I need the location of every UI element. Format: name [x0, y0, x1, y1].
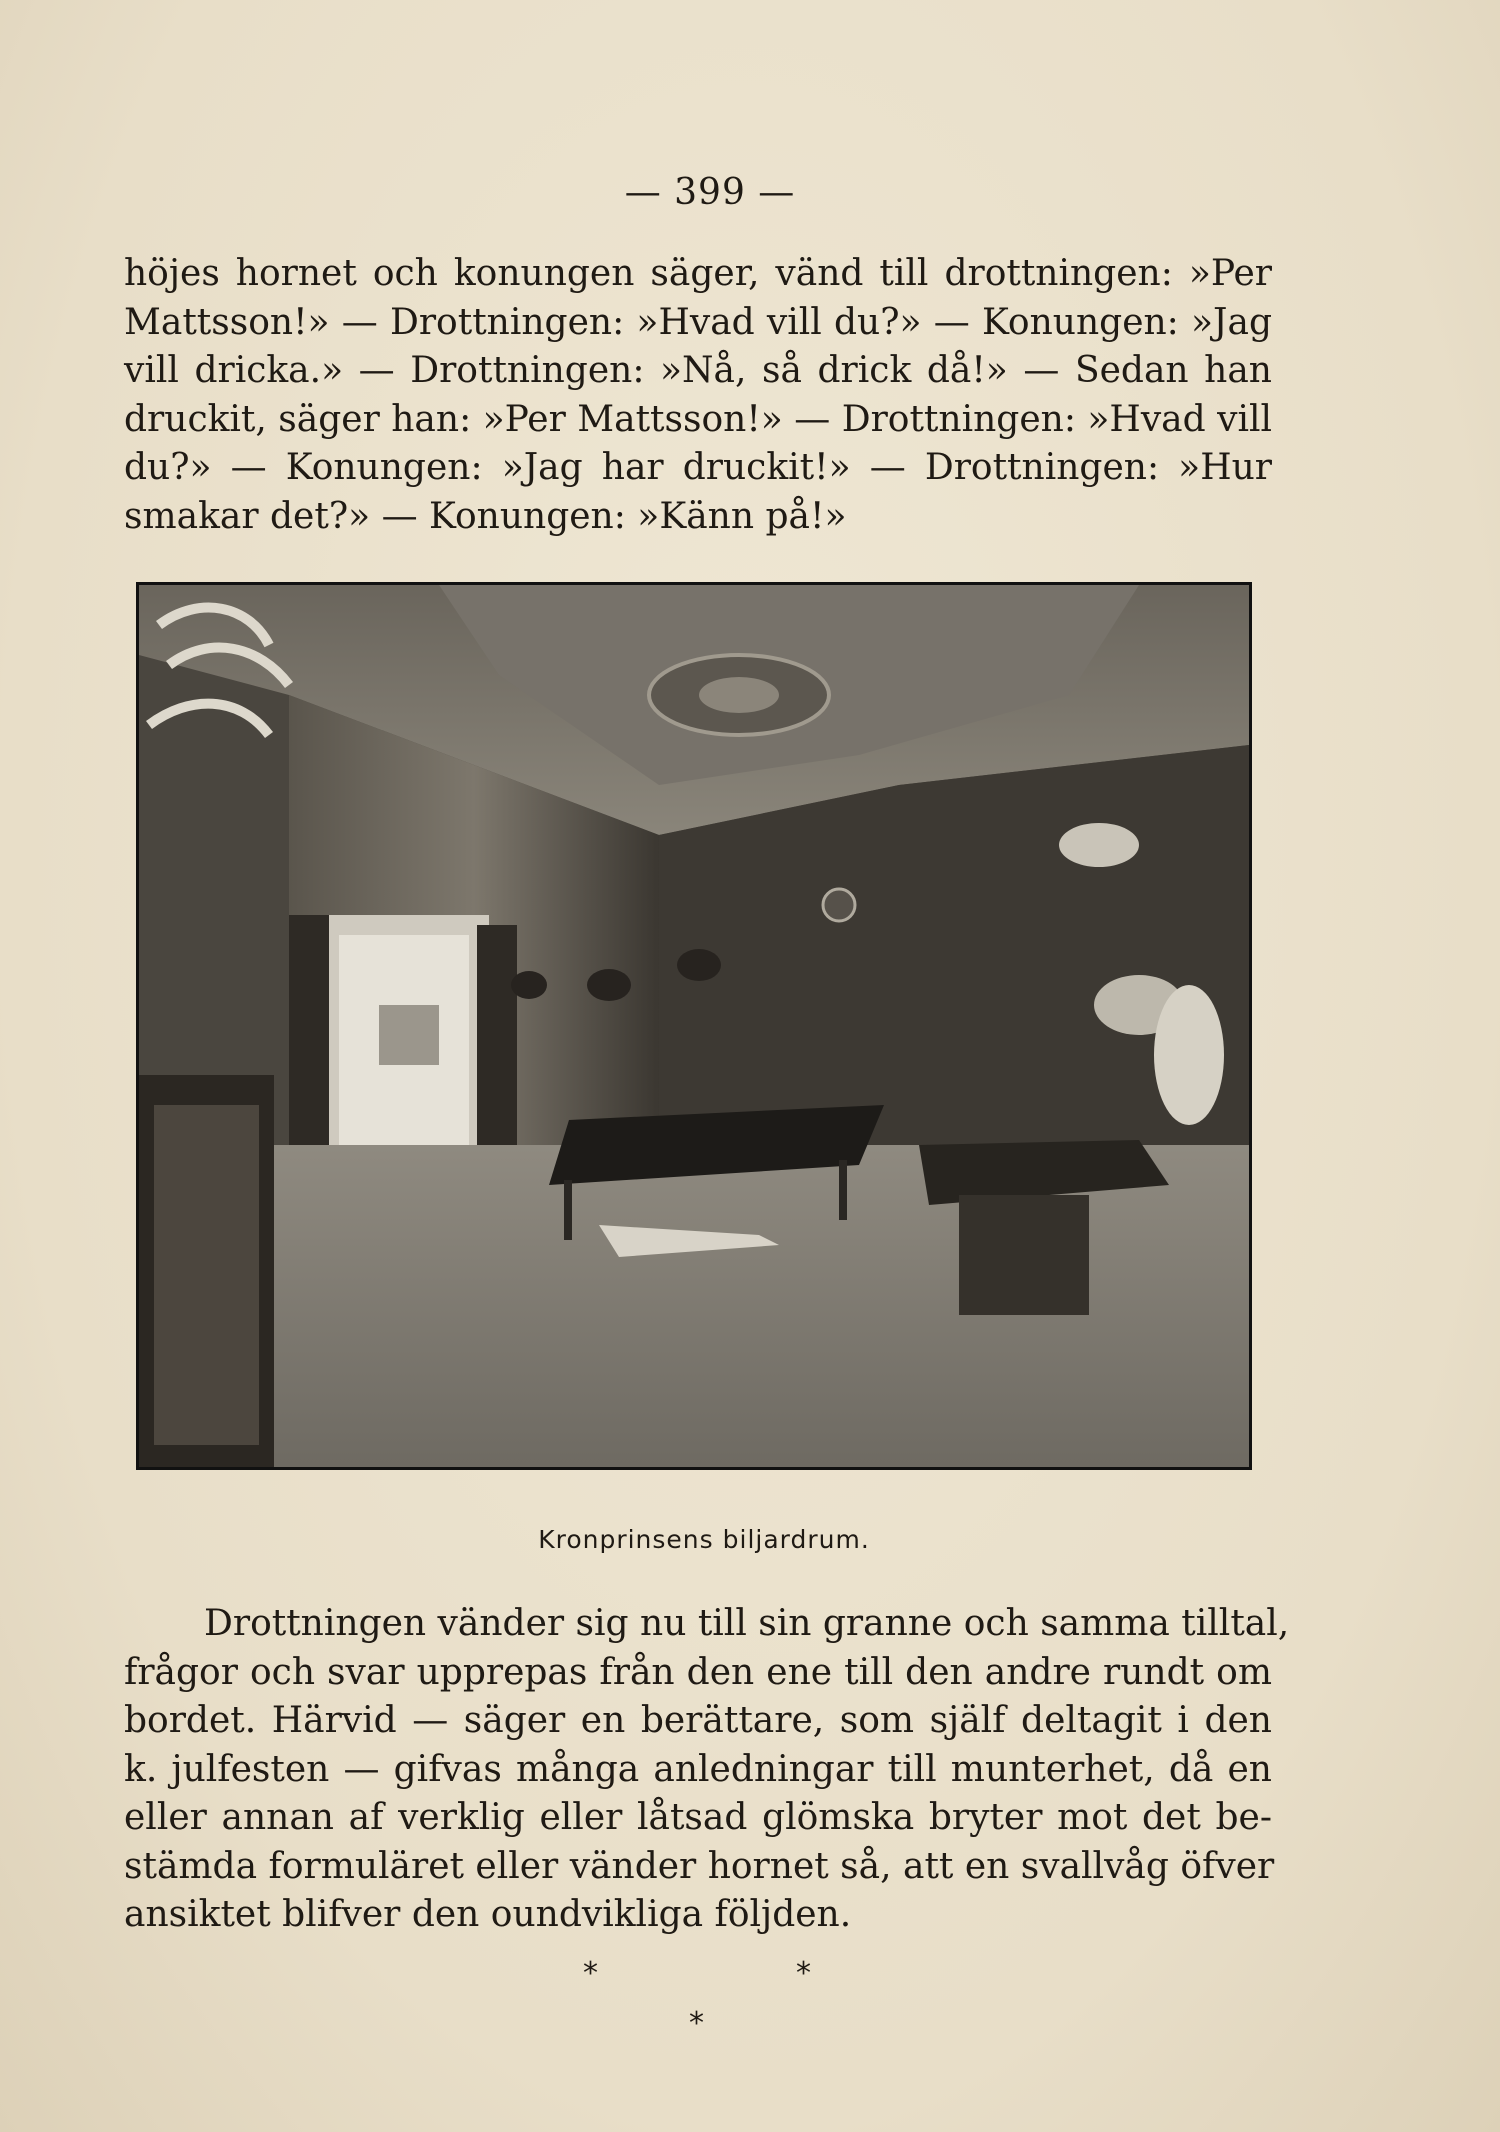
text-line: Mattsson!» — Drottningen: »Hvad vill du?» — Konungen: »Jag	[124, 301, 1272, 343]
text-line: höjes hornet och konungen säger, vänd till drottningen: »Per	[124, 253, 1272, 294]
section-break-star: *	[689, 2006, 704, 2041]
text-line: Drottningen vänder sig nu till sin granne och samma tilltal,	[204, 1603, 1290, 1644]
paragraph-2	[124, 1600, 1290, 1940]
text-line: frågor och svar upprepas från den ene till den andre rundt om	[124, 1651, 1272, 1693]
statue	[1154, 985, 1224, 1125]
paragraph-1	[124, 250, 1272, 541]
page-number: — 399 —	[624, 172, 796, 213]
text-line: stämda formuläret eller vänder hornet så, att en svallvåg öfver	[124, 1845, 1275, 1887]
text-line: eller annan af verklig eller låtsad glömska bryter mot det be-	[124, 1797, 1272, 1838]
text-line: ansiktet blifver den oundvikliga följden.	[124, 1894, 852, 1935]
text-line: druckit, säger han: »Per Mattsson!» — Drottningen: »Hvad vill	[124, 398, 1272, 440]
text-line: vill dricka.» — Drottningen: »Nå, så drick då!» — Sedan han	[124, 350, 1272, 391]
text-line: smakar det?» — Konungen: »Känn på!»	[124, 495, 847, 537]
text-line: bordet. Härvid — säger en berättare, som själf deltagit i den	[124, 1700, 1272, 1741]
billiard-room-photograph	[136, 582, 1252, 1470]
text-line: du?» — Konungen: »Jag har druckit!» — Drottningen: »Hur	[124, 447, 1272, 488]
section-break-star: *	[796, 1956, 811, 1991]
text-line: k. julfesten — gifvas många anledningar till munterhet, då en	[124, 1748, 1272, 1790]
figure-caption: Kronprinsens biljardrum.	[538, 1525, 870, 1554]
section-break-star: *	[583, 1956, 598, 1991]
photograph-illustration	[139, 585, 1249, 1467]
